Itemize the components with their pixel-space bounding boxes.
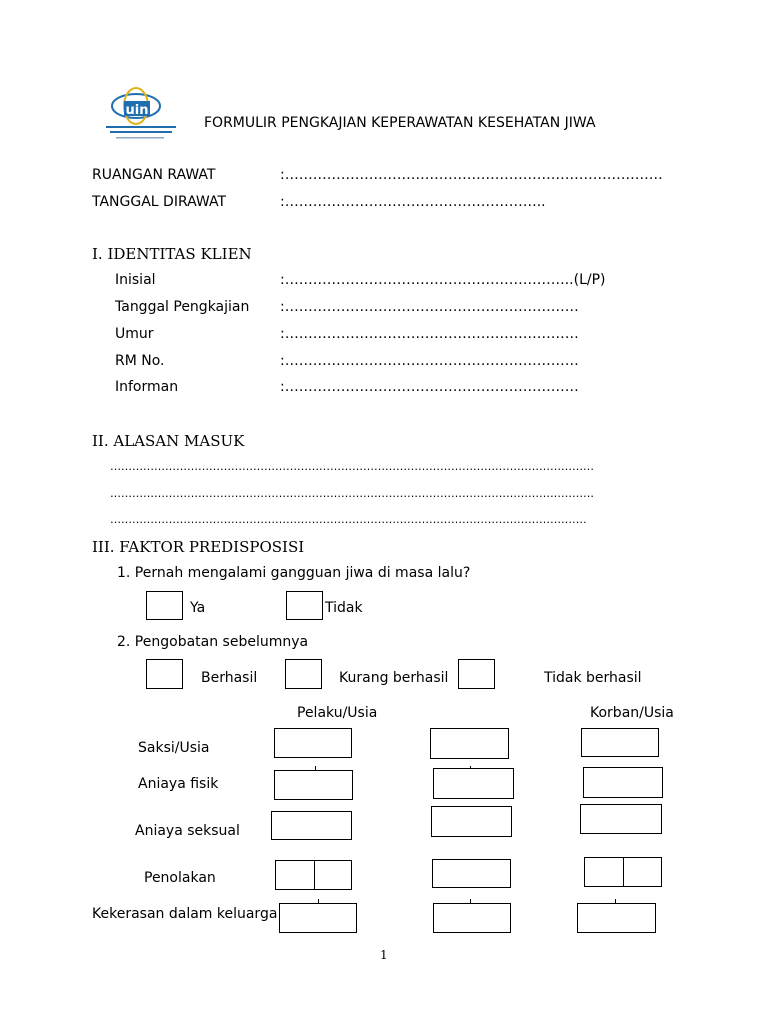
box-divider	[623, 858, 624, 886]
input-kekerasan-korban[interactable]	[577, 903, 656, 933]
university-logo	[104, 86, 184, 148]
logo-text: uin	[125, 103, 149, 118]
input-aniaya-fisik-pelaku[interactable]	[274, 770, 353, 800]
checkbox-tidak[interactable]	[286, 591, 323, 620]
field-label-informan: Informan	[115, 379, 179, 395]
row-label-aniaya-fisik: Aniaya fisik	[138, 776, 219, 792]
field-line-informan[interactable]: :………………………………………………………	[280, 379, 579, 395]
input-aniaya-fisik-korban[interactable]	[583, 767, 663, 798]
option-berhasil-label: Berhasil	[201, 670, 258, 686]
input-penolakan-pelaku[interactable]	[275, 860, 352, 890]
field-line-inisial[interactable]: :……………………………………………………..(L/P)	[280, 272, 606, 288]
field-line-ruangan[interactable]: :………………………………………………………………………	[280, 167, 663, 183]
box-divider	[314, 861, 315, 889]
input-penolakan-mid[interactable]	[432, 859, 511, 888]
logo-emblem-icon	[104, 86, 184, 148]
input-penolakan-korban[interactable]	[584, 857, 662, 887]
input-aniaya-seksual-pelaku[interactable]	[271, 811, 352, 840]
field-label-ruangan: RUANGAN RAWAT	[92, 167, 216, 183]
page-number: 1	[380, 948, 388, 962]
row-label-aniaya-seksual: Aniaya seksual	[135, 823, 240, 839]
checkbox-tidak-berhasil[interactable]	[458, 659, 495, 689]
field-line-tanggal-dirawat[interactable]: :………………………………………………..	[280, 194, 546, 210]
section-predisposisi-title: III. FAKTOR PREDISPOSISI	[92, 538, 305, 556]
column-header-korban: Korban/Usia	[590, 705, 674, 721]
question-2-text: 2. Pengobatan sebelumnya	[117, 634, 309, 650]
section-identitas-title: I. IDENTITAS KLIEN	[92, 245, 252, 263]
field-line-tanggal-pengkajian[interactable]: :………………………………………………………	[280, 299, 579, 315]
field-label-tanggal-pengkajian: Tanggal Pengkajian	[115, 299, 250, 315]
input-aniaya-seksual-korban[interactable]	[580, 804, 662, 834]
input-kekerasan-pelaku[interactable]	[279, 903, 357, 933]
field-label-inisial: Inisial	[115, 272, 156, 288]
form-title: FORMULIR PENGKAJIAN KEPERAWATAN KESEHATAN JIWA	[204, 115, 596, 131]
field-label-rm-no: RM No.	[115, 353, 165, 369]
row-label-penolakan: Penolakan	[144, 870, 216, 886]
row-label-kekerasan-keluarga: Kekerasan dalam keluarga	[92, 906, 278, 922]
input-saksi-pelaku[interactable]	[274, 728, 352, 758]
field-line-rm-no[interactable]: :………………………………………………………	[280, 353, 579, 369]
question-1-text: 1. Pernah mengalami gangguan jiwa di masa lalu?	[117, 565, 471, 581]
option-tidak-label: Tidak	[325, 600, 363, 616]
input-kekerasan-mid[interactable]	[433, 903, 511, 933]
alasan-line-3[interactable]: ………………………………………………………………………………………………………………….	[110, 513, 587, 526]
field-line-umur[interactable]: :………………………………………………………	[280, 326, 579, 342]
alasan-line-2[interactable]: ……………………………………………………………………………………………………………………	[110, 487, 594, 500]
field-label-tanggal-dirawat: TANGGAL DIRAWAT	[92, 194, 227, 210]
row-label-saksi: Saksi/Usia	[138, 740, 210, 756]
input-aniaya-seksual-mid[interactable]	[431, 806, 512, 837]
section-alasan-masuk-title: II. ALASAN MASUK	[92, 432, 245, 450]
option-tidak-berhasil-label: Tidak berhasil	[544, 670, 642, 686]
alasan-line-1[interactable]: ……………………………………………………………………………………………………………………	[110, 460, 594, 473]
option-kurang-berhasil-label: Kurang berhasil	[339, 670, 449, 686]
column-header-pelaku: Pelaku/Usia	[297, 705, 378, 721]
field-label-umur: Umur	[115, 326, 154, 342]
checkbox-berhasil[interactable]	[146, 659, 183, 689]
checkbox-kurang-berhasil[interactable]	[285, 659, 322, 689]
input-aniaya-fisik-mid[interactable]	[433, 768, 514, 799]
input-saksi-korban[interactable]	[581, 728, 659, 757]
checkbox-ya[interactable]	[146, 591, 183, 620]
option-ya-label: Ya	[190, 600, 206, 616]
input-saksi-mid[interactable]	[430, 728, 509, 759]
